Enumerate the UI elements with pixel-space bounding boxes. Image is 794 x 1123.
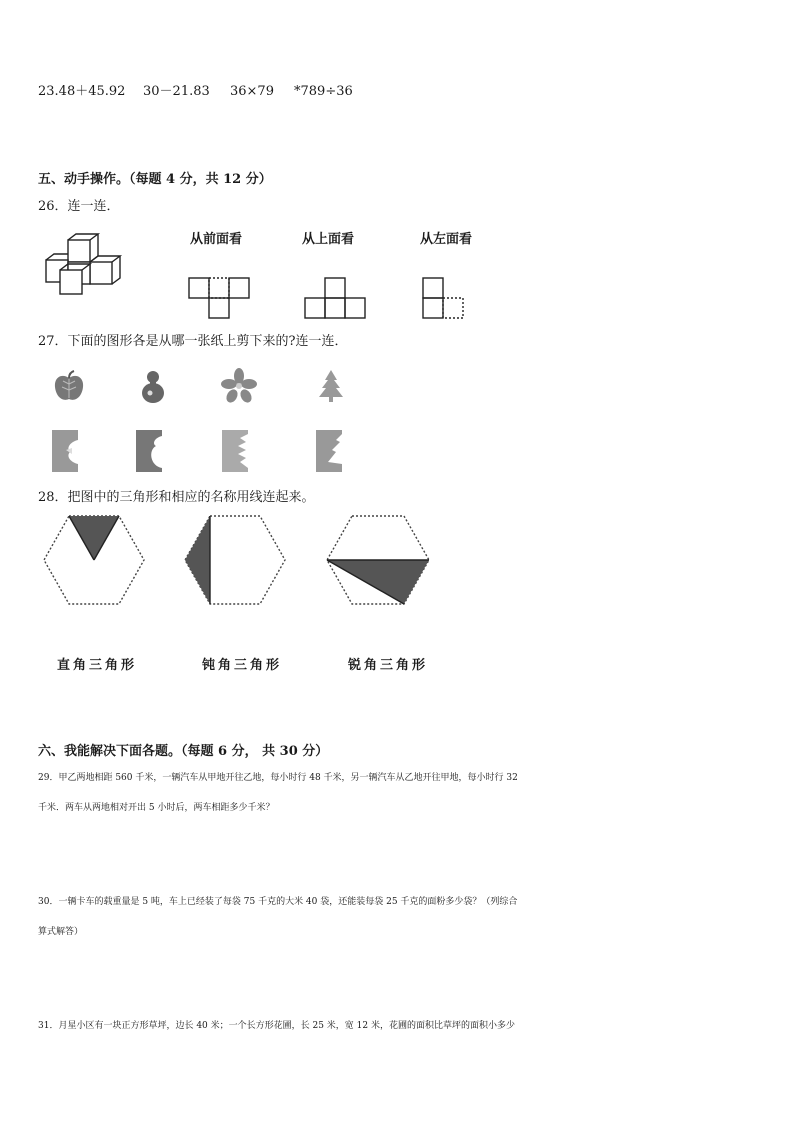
calc-item: 36×79 xyxy=(230,84,274,99)
question-line: 30．一辆卡车的载重量是 5 吨，车上已经装了每袋 75 千克的大米 40 袋，还能装每袋 25 千克的面粉多少袋？（列综合 xyxy=(38,897,518,907)
left-view-figure xyxy=(422,277,464,319)
folded-paper-1-icon xyxy=(52,430,80,472)
view-label-left: 从左面看 xyxy=(420,232,473,247)
calc-item: *789÷36 xyxy=(294,84,353,99)
question-line: 算式解答） xyxy=(38,927,84,937)
view-label-top: 从上面看 xyxy=(302,232,355,247)
folded-paper-3-icon xyxy=(222,430,250,472)
question-26: 26．连一连． xyxy=(38,199,120,214)
hexagon-acute-figure xyxy=(43,515,145,605)
folded-paper-4-icon xyxy=(316,430,344,472)
question-line: 29．甲乙两地相距 560 千米，一辆汽车从甲地开往乙地，每小时行 48 千米，另一辆汽车从乙地开往甲地，每小时行 32 xyxy=(38,773,518,783)
calc-item: 23.48＋45.92 xyxy=(38,84,126,99)
question-line: 31．月星小区有一块正方形草坪，边长 40 米；一个长方形花圃，长 25 米，宽 12 米，花圃的面积比草坪的面积小多少 xyxy=(38,1021,515,1031)
flower-cutout-icon xyxy=(220,368,258,404)
top-view-figure xyxy=(304,277,366,319)
calc-item: 30－21.83 xyxy=(143,84,210,99)
section-title: 五、动手操作。（每题 4 分，共 12 分） xyxy=(38,172,272,187)
gourd-cutout-icon xyxy=(136,368,170,404)
question-29 xyxy=(38,763,758,823)
folded-paper-2-icon xyxy=(136,430,164,472)
hexagon-right-figure xyxy=(326,515,430,605)
question-line: 千米．两车从两地相对开出 5 小时后，两车相距多少千米？ xyxy=(38,803,275,813)
triangle-label: 锐角三角形 xyxy=(348,658,429,673)
question-31 xyxy=(38,1011,758,1041)
question-30 xyxy=(38,887,758,947)
view-label-front: 从前面看 xyxy=(190,232,243,247)
tree-cutout-icon xyxy=(315,368,347,404)
hexagon-obtuse-figure xyxy=(184,515,286,605)
front-view-figure xyxy=(188,277,250,319)
apple-cutout-icon xyxy=(52,370,86,404)
triangle-label: 钝角三角形 xyxy=(202,658,283,673)
cube-assembly-figure xyxy=(40,230,130,300)
question-28: 28．把图中的三角形和相应的名称用线连起来。 xyxy=(38,490,315,505)
triangle-label: 直角三角形 xyxy=(57,658,138,673)
section-title: 六、我能解决下面各题。（每题 6 分， 共 30 分） xyxy=(38,744,329,759)
question-27: 27．下面的图形各是从哪一张纸上剪下来的?连一连． xyxy=(38,334,348,349)
